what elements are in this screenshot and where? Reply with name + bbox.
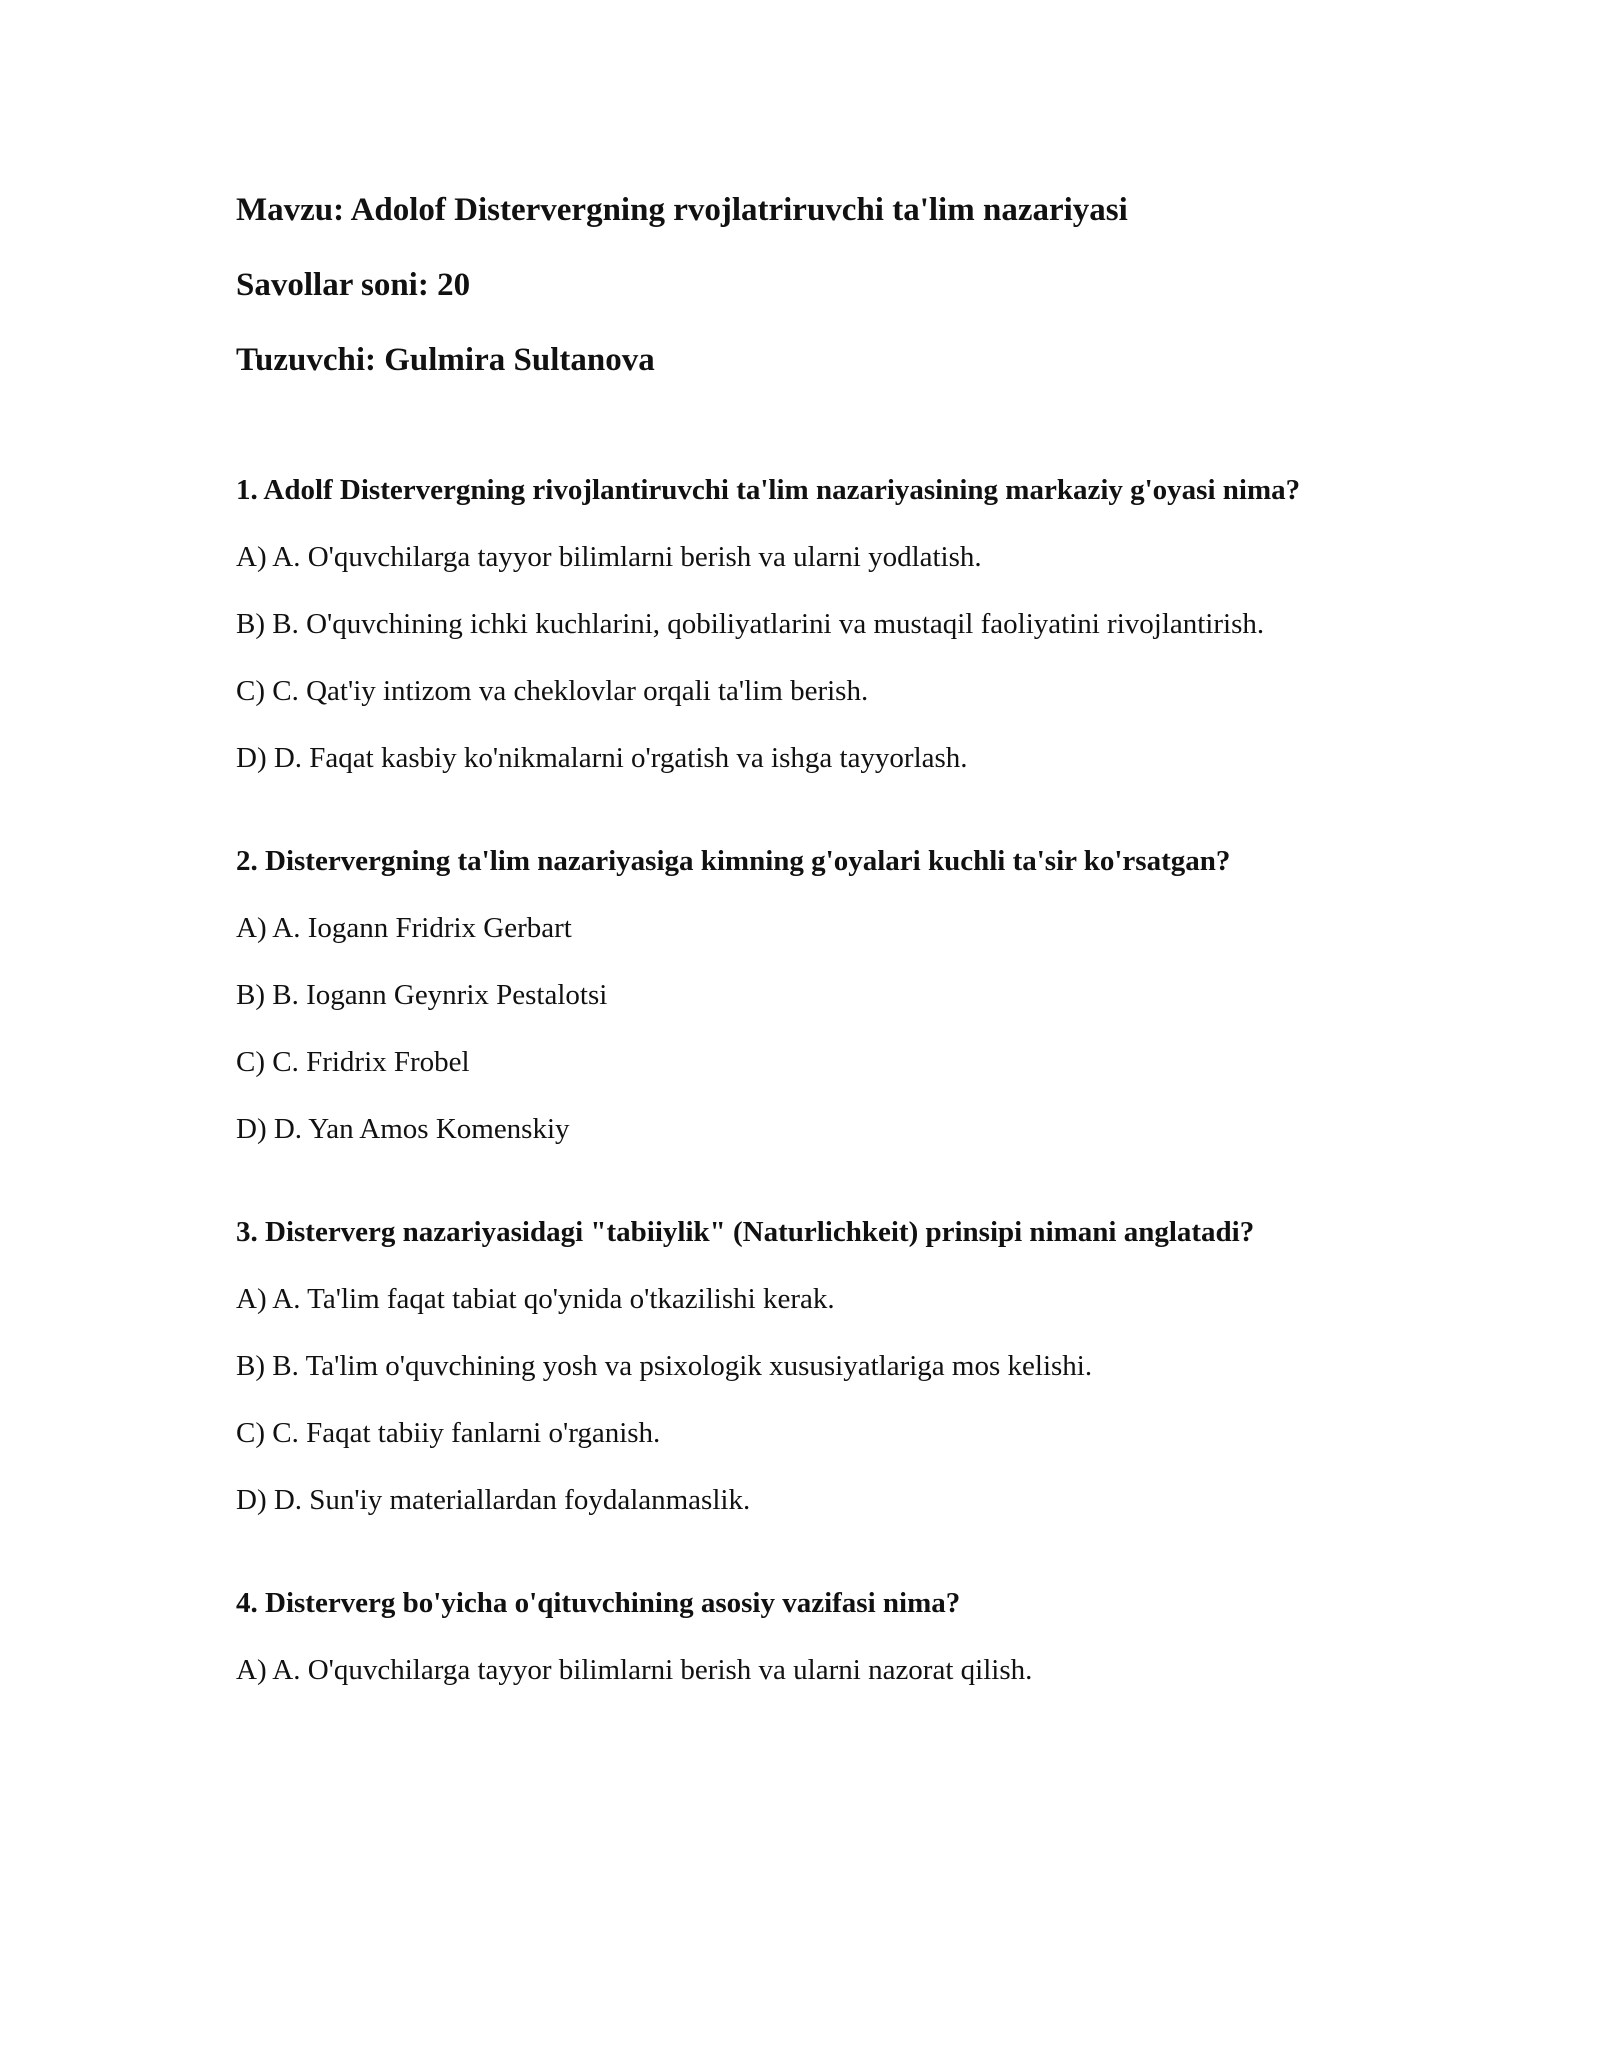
answer-option-d: D) D. Yan Amos Komenskiy — [236, 1113, 570, 1145]
question-count-line: Savollar soni: 20 — [236, 267, 471, 303]
question-4 — [236, 1583, 1386, 1691]
answer-option-c: C) C. Qat'iy intizom va cheklovlar orqali ta'lim berish. — [236, 675, 869, 707]
answer-option-b: B) B. Ta'lim o'quvchining yosh va psixologik xususiyatlariga mos kelishi. — [236, 1350, 1093, 1382]
answer-option-b: B) B. O'quvchining ichki kuchlarini, qobiliyatlarini va mustaqil faoliyatini rivojlantirish. — [236, 608, 1265, 640]
question-title: 2. Distervergning ta'lim nazariyasiga kimning g'oyalari kuchli ta'sir ko'rsatgan? — [236, 845, 1231, 877]
answer-option-c: C) C. Fridrix Frobel — [236, 1046, 470, 1078]
answer-option-a: A) A. Iogann Fridrix Gerbart — [236, 912, 572, 944]
answer-option-a: A) A. Ta'lim faqat tabiat qo'ynida o'tkazilishi kerak. — [236, 1283, 835, 1315]
question-1 — [236, 470, 1386, 779]
topic-line: Mavzu: Adolof Distervergning rvojlatriruvchi ta'lim nazariyasi — [236, 192, 1128, 228]
question-2 — [236, 841, 1386, 1150]
answer-option-c: C) C. Faqat tabiiy fanlarni o'rganish. — [236, 1417, 661, 1449]
question-title: 4. Disterverg bo'yicha o'qituvchining asosiy vazifasi nima? — [236, 1587, 961, 1619]
author-line: Tuzuvchi: Gulmira Sultanova — [236, 342, 655, 378]
question-title: 1. Adolf Distervergning rivojlantiruvchi ta'lim nazariyasining markaziy g'oyasi nima? — [236, 474, 1301, 506]
answer-option-a: A) A. O'quvchilarga tayyor bilimlarni berish va ularni yodlatish. — [236, 541, 982, 573]
answer-option-b: B) B. Iogann Geynrix Pestalotsi — [236, 979, 608, 1011]
answer-option-d: D) D. Sun'iy materiallardan foydalanmaslik. — [236, 1484, 751, 1516]
answer-option-d: D) D. Faqat kasbiy ko'nikmalarni o'rgatish va ishga tayyorlash. — [236, 742, 968, 774]
document-content — [236, 186, 1386, 1753]
answer-option-a: A) A. O'quvchilarga tayyor bilimlarni berish va ularni nazorat qilish. — [236, 1654, 1033, 1686]
question-title: 3. Disterverg nazariyasidagi "tabiiylik" (Naturlichkeit) prinsipi nimani anglatadi? — [236, 1216, 1255, 1248]
document-header — [236, 186, 1386, 384]
question-3 — [236, 1212, 1386, 1521]
